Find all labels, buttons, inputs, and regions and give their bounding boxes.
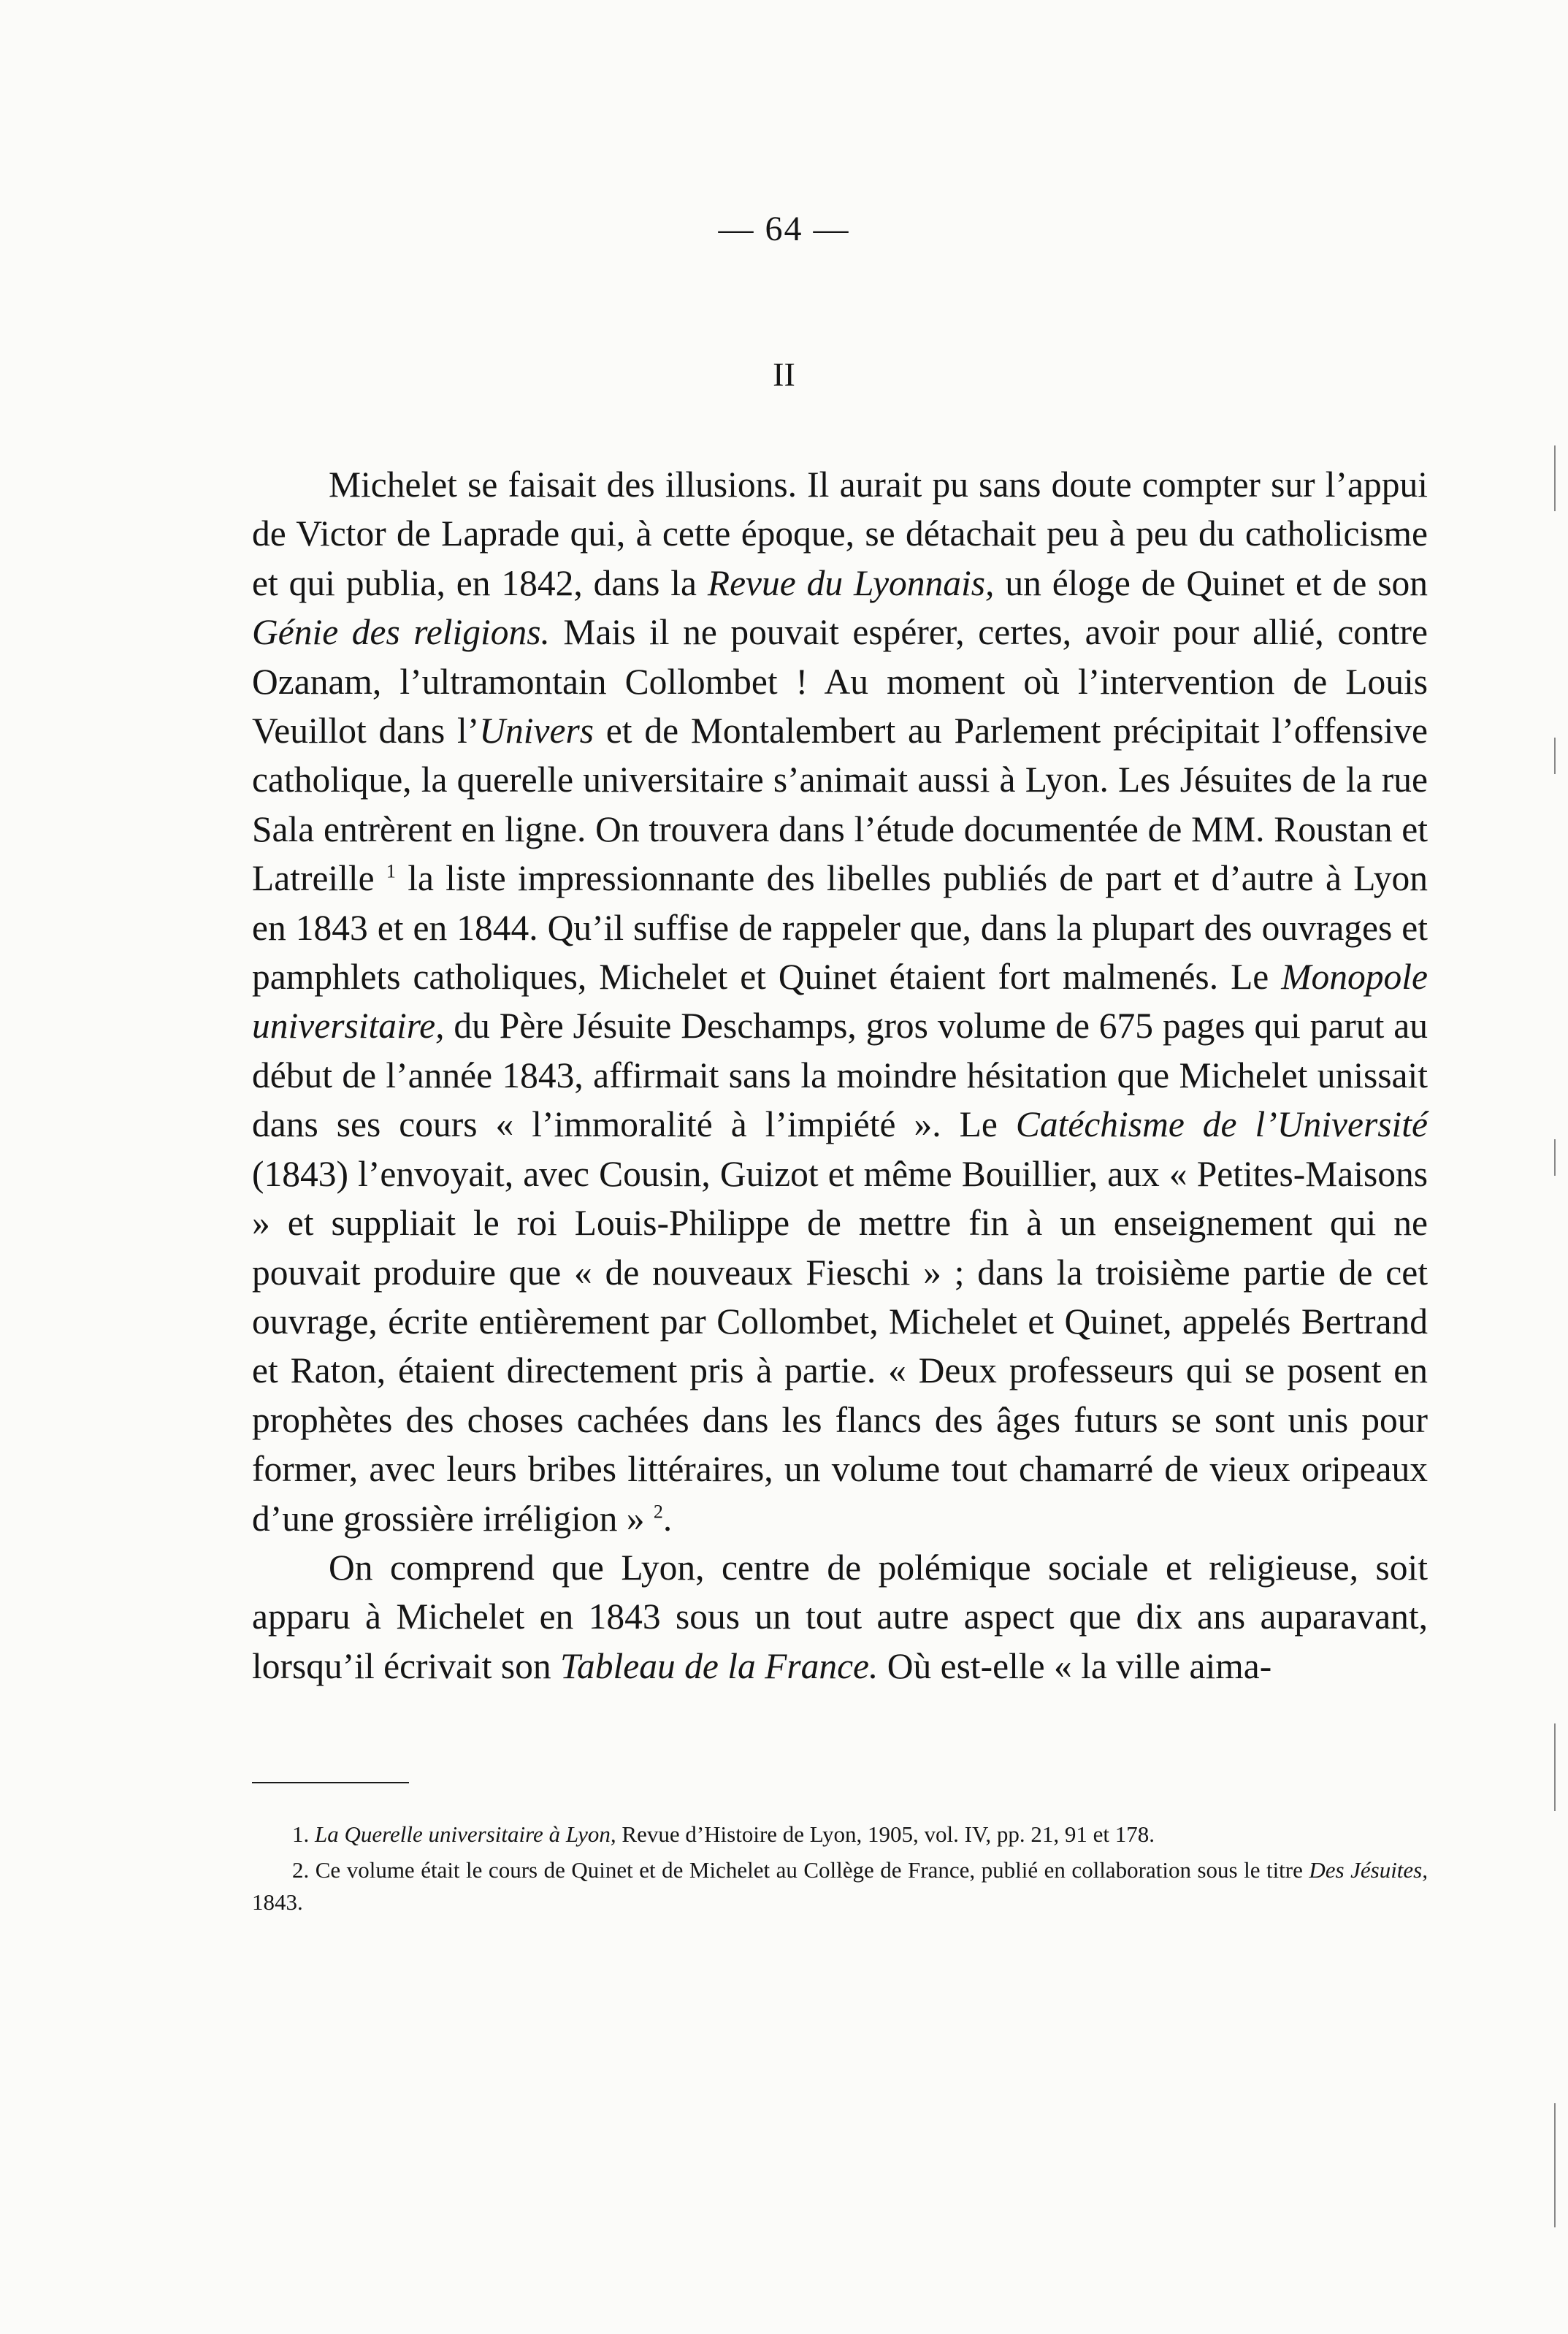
- paragraph-1: [252, 460, 1428, 1543]
- text-run: Où est-elle « la ville aima-: [878, 1645, 1272, 1686]
- footnote-1: [252, 1818, 1428, 1851]
- italic-run: Tableau de la France.: [560, 1645, 879, 1686]
- italic-run: Génie des religions.: [252, 612, 550, 653]
- scan-margin-mark: [1554, 1723, 1556, 1811]
- text-run: 1.: [292, 1821, 315, 1847]
- italic-run: Des Jésuites,: [1309, 1857, 1428, 1883]
- section-heading: II: [773, 356, 795, 393]
- scan-margin-mark: [1554, 1139, 1556, 1176]
- footnote-ref: 2: [653, 1501, 663, 1523]
- footnote-separator: [252, 1782, 409, 1783]
- scan-margin-mark: [1554, 2103, 1556, 2227]
- italic-run: La Querelle universitaire à Lyon,: [315, 1821, 616, 1847]
- text-run: Mais il ne pouvait espérer, certes, avoir pour allié, contre Ozanam, l’ultramontain Collombet ! Au moment où l’intervention de Louis Veuillot dans l’: [252, 612, 1429, 751]
- footnote-2: [252, 1854, 1428, 1918]
- scan-margin-mark: [1554, 445, 1556, 511]
- text-run: la liste impressionnante des libelles publiés de part et d’autre à Lyon en 1843 et en 1844. Qu’il suffise de rappeler que, dans la plupart des ouvrages et pamphlets catholiques, Michelet et Quinet étaient fort malmenés. Le: [252, 858, 1428, 998]
- text-run: Michelet se faisait des illusions. Il aurait pu sans doute compter sur l’appui de Victor de Laprade qui, à cette époque, se détachait peu à peu du catholicisme et qui publia, en 1842, dans la: [252, 464, 1428, 603]
- text-run: On comprend que Lyon, centre de polémique sociale et religieuse, soit apparu à Michelet en 1843 sous un tout autre aspect que dix ans auparavant, lorsqu’il écrivait son: [252, 1547, 1428, 1686]
- body-text: [252, 460, 1428, 1691]
- footnote-ref: 1: [386, 860, 396, 882]
- text-run: Revue d’Histoire de Lyon, 1905, vol. IV, pp. 21, 91 et 178.: [616, 1821, 1155, 1847]
- paragraph-2: [252, 1543, 1428, 1691]
- italic-run: Univers: [479, 711, 594, 751]
- text-run: .: [662, 1498, 673, 1539]
- italic-run: Monopole universitaire,: [252, 957, 1428, 1047]
- text-run: et de Montalembert au Parlement précipitait l’offensive catholique, la querelle universitaire s’animait aussi à Lyon. Les Jésuites de la rue Sala entrèrent en ligne. On trouvera dans l’étude documentée de MM. Roustan et Latreille: [252, 711, 1428, 899]
- text-run: 2. Ce volume était le cours de Quinet et de Michelet au Collège de France, publié en collaboration sous le titre: [292, 1857, 1309, 1883]
- italic-run: Revue du Lyonnais,: [707, 562, 995, 603]
- footnotes: [252, 1818, 1428, 1922]
- scan-margin-mark: [1554, 738, 1556, 774]
- text-run: du Père Jésuite Deschamps, gros volume de 675 pages qui parut au début de l’année 1843, affirmait sans la moindre hésitation que Michelet unissait dans ses cours « l’immoralité à l’impiété ». Le: [252, 1006, 1428, 1145]
- text-run: un éloge de Quinet et de son: [994, 562, 1428, 603]
- text-run: (1843) l’envoyait, avec Cousin, Guizot et même Bouillier, aux « Petites-Maisons » et suppliait le roi Louis-Philippe de mettre fin à un enseignement qui ne pouvait produire que « de nouveaux Fieschi » ; dans la troisième partie de cet ouvrage, écrite entièrement par Collombet, Michelet et Quinet, appelés Bertrand et Raton, étaient directement pris à partie. « Deux professeurs qui se posent en prophètes des choses cachées dans les flancs des âges futurs se sont unis pour former, avec leurs bribes littéraires, un volume tout chamarré de vieux oripeaux d’une grossière irréligion »: [252, 1153, 1428, 1539]
- page-number: — 64 —: [718, 210, 850, 248]
- text-run: 1843.: [252, 1889, 303, 1915]
- italic-run: Catéchisme de l’Université: [1015, 1104, 1428, 1145]
